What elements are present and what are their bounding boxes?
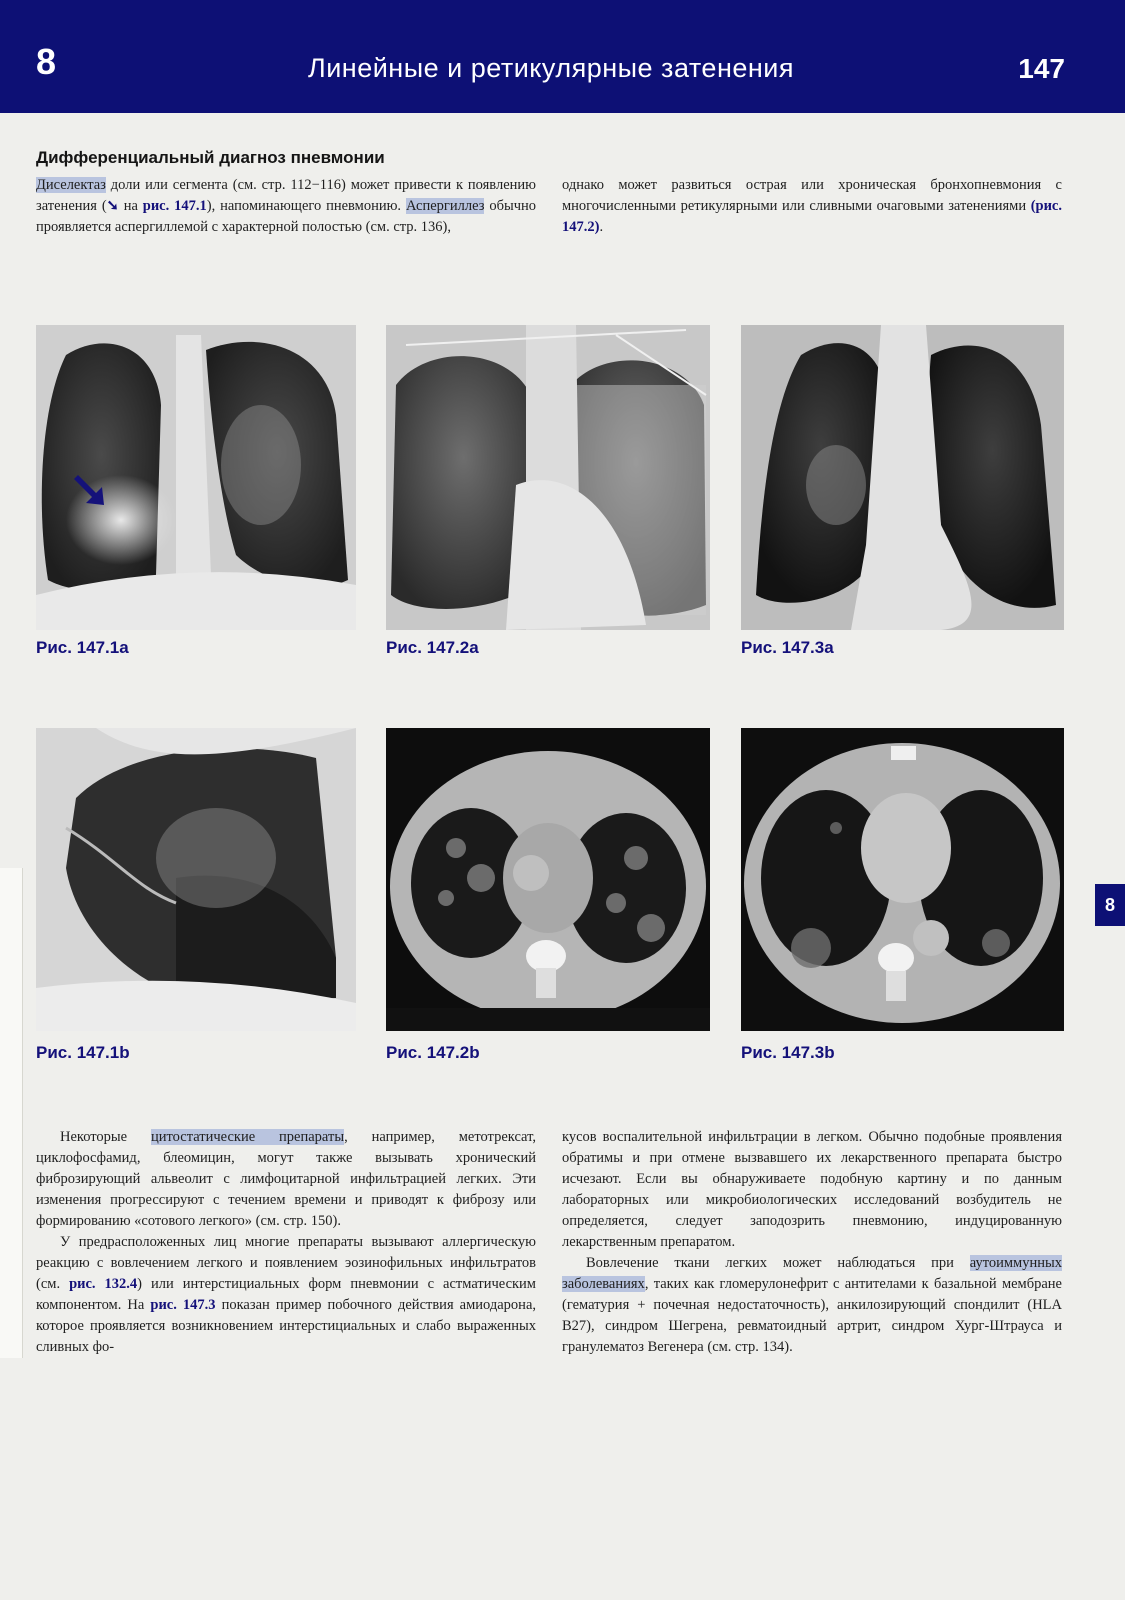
intro-right-column (562, 175, 1062, 238)
body-paragraph (562, 1253, 1062, 1358)
page-header (0, 0, 1125, 113)
figure-caption: Рис. 147.1a (36, 638, 129, 657)
page-number: 147 (1018, 53, 1065, 84)
body-text: Некоторые (60, 1129, 151, 1145)
chapter-number: 8 (36, 41, 57, 82)
body-text: , таких как гломерулонефрит с антителами к базальной мембране (гематурия + почечная недостаточность), анкилозирующий спондилит (HLA B27), синдром Шегрена, ревматоидный артрит, синдром Хург-Штрауса и гранулематоз Вегенера (см. стр. 134). (562, 1276, 1062, 1355)
figure-147-3b-ct (741, 728, 1064, 1031)
body-left-column (36, 1127, 536, 1358)
figure-ref-link[interactable]: (рис. 147.2) (562, 198, 1062, 235)
body-text: У предрасположенных лиц многие препараты вызывают аллергическую реакцию с вовлечением легкого и появлением эозинофильных инфильтратов (см. (36, 1234, 536, 1292)
body-text: ) или интерстициальных форм пневмонии с астматическим компонентом. На (36, 1276, 536, 1313)
figure-caption: Рис. 147.3b (741, 1043, 835, 1062)
figure-caption: Рис. 147.3a (741, 638, 834, 657)
page-edge-strip (0, 868, 23, 1358)
body-right-column (562, 1127, 1062, 1358)
figure-147-1b-xray (36, 728, 356, 1031)
intro-text: на (118, 198, 143, 214)
intro-text: доли или сегмента (см. стр. 112−116) может привести к появлению затенения ( (36, 177, 536, 214)
intro-left-column (36, 175, 536, 238)
intro-text: однако может развиться острая или хроническая бронхопневмония с многочисленными ретикулярными или сливными очаговыми затенениями (562, 177, 1062, 214)
figure-caption: Рис. 147.2a (386, 638, 479, 657)
section-title: Дифференциальный диагноз пневмонии (36, 148, 385, 167)
highlight-term: цитостатические препараты (151, 1129, 345, 1145)
body-paragraph (36, 1127, 536, 1232)
intro-text: . (599, 219, 604, 235)
figure-ref-link[interactable]: рис. 147.3 (150, 1297, 216, 1313)
body-paragraph: кусов воспалительной инфильтрации в легком. Обычно подобные проявления обратимы и при отмене вызвавшего их лекарственного препарата быстро исчезают. Если вы обнаруживаете подобную картину и по данным лабораторных или микробиологических исследований возбудитель не определяется, следует заподозрить пневмонию, индуцированную лекарственным препаратом. (562, 1129, 1062, 1250)
body-text: показан пример побочного действия амиодарона, которое проявляется возникновением интерстициальных и слабо выраженных сливных фо- (36, 1297, 537, 1355)
figure-ref-link[interactable]: рис. 147.1 (142, 198, 207, 214)
body-text: , например, метотрексат, циклофосфамид, блеомицин, могут также вызывать хронический фиброзирующий альвеолит с лимфоцитарной инфильтрацией легких. Эти изменения прогрессируют с течением времени и приводят к фиброзу или формированию «сотового легкого» (см. стр. 150). (36, 1129, 536, 1229)
intro-text: ), напоминающего пневмонию. (206, 198, 406, 214)
intro-text: обычно проявляется аспергиллемой с характерной полостью (см. стр. 136), (36, 198, 536, 235)
highlight-term: Диселектаз (36, 177, 106, 193)
figure-147-2a-xray (386, 325, 710, 630)
figure-caption: Рис. 147.2b (386, 1043, 480, 1062)
chapter-side-tab[interactable]: 8 (1095, 884, 1125, 926)
highlight-term: аутоиммунных заболеваниях (562, 1255, 1062, 1292)
chapter-title: Линейные и ретикулярные затенения (308, 53, 794, 83)
body-paragraph (36, 1232, 536, 1358)
figure-ref-link[interactable]: рис. 132.4 (69, 1276, 138, 1292)
body-text: Вовлечение ткани легких может наблюдаться при (586, 1255, 970, 1271)
figure-caption: Рис. 147.1b (36, 1043, 130, 1062)
figure-147-1a-xray (36, 325, 356, 630)
figure-147-2b-ct (386, 728, 710, 1031)
highlight-term: Аспергиллез (405, 198, 485, 214)
arrow-symbol: ➘ (106, 198, 119, 214)
figure-147-3a-xray (741, 325, 1064, 630)
